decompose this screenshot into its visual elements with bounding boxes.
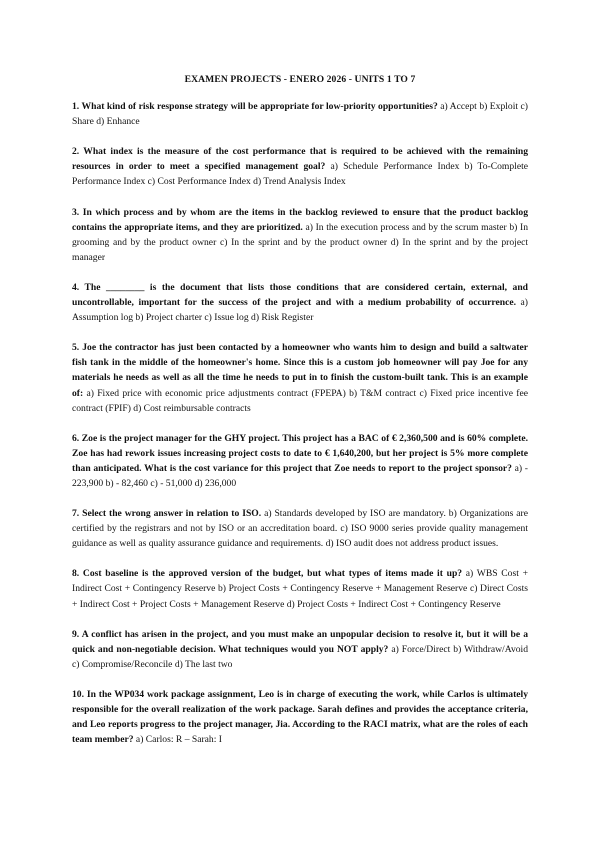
answer-options: a) Assumption log b) Project charter c) Issue log d) Risk Register	[72, 297, 528, 324]
question-stem: 10. In the WP034 work package assignment, Leo is in charge of executing the work, while Carlos is ultimately responsible for the overall realization of the work package. Sarah defines and provides the acceptance criteria, and Leo reports progress to the project manager, Jia. According to the RACI matrix, what are the roles of each team member?	[72, 688, 528, 746]
answer-options: a) Fixed price with economic price adjustments contract (FPEPA) b) T&M contract c) Fixed price incentive fee contract (FPIF) d) Cost reimbursable contracts	[72, 387, 528, 414]
question-10	[72, 687, 528, 747]
question-stem: 2. What index is the measure of the cost performance that is required to be achieved with the remaining resources in order to meet a specified management goal?	[72, 146, 528, 173]
answer-options: a) Accept b) Exploit c) Share d) Enhance	[72, 101, 528, 128]
answer-options: a) Carlos: R – Sarah: I	[133, 734, 222, 746]
answer-options: a) WBS Cost + Indirect Cost + Contingency Reserve b) Project Costs + Contingency Reserve + Management Reserve c) Direct Costs + Indirect Cost + Project Costs + Management Reserve d) Project Costs + Indirect Cost + Contingency Reserve	[72, 568, 528, 610]
exam-page	[72, 72, 528, 762]
question-9	[72, 627, 528, 672]
question-stem: 8. Cost baseline is the approved version of the budget, but what types of items made it up?	[72, 568, 463, 580]
answer-options: a) Schedule Performance Index b) To-Complete Performance Index c) Cost Performance Index d) Trend Analysis Index	[72, 161, 528, 188]
question-6	[72, 431, 528, 491]
question-4	[72, 280, 528, 325]
answer-options: a) Standards developed by ISO are mandatory. b) Organizations are certified by the registrars and not by ISO or an accreditation board. c) ISO 9000 series provide quality management guidance as well as quality assurance guidance and requirements. d) ISO audit does not address product issues.	[72, 508, 528, 550]
question-stem: 3. In which process and by whom are the items in the backlog reviewed to ensure that the product backlog contains the appropriate items, and they are prioritized.	[72, 206, 528, 233]
question-stem: 4. The ________ is the document that lists those conditions that are considered certain, external, and uncontrollable, important for the success of the project and with a medium probability of occurrence.	[72, 281, 528, 309]
answer-options: a) In the execution process and by the scrum master b) In grooming and by the product owner c) In the sprint and by the product owner d) In the sprint and by the project manager	[72, 221, 528, 263]
question-8	[72, 566, 528, 611]
question-3	[72, 205, 528, 265]
page-title: EXAMEN PROJECTS - ENERO 2026 - UNITS 1 TO 7	[184, 74, 416, 85]
question-stem: 1. What kind of risk response strategy will be appropriate for low-priority opportunities?	[72, 101, 438, 113]
question-7	[72, 506, 528, 551]
question-2	[72, 144, 528, 189]
answer-options: a) Force/Direct b) Withdraw/Avoid c) Compromise/Reconcile d) The last two	[72, 643, 528, 670]
question-stem: 5. Joe the contractor has just been contacted by a homeowner who wants him to design and build a saltwater fish tank in the middle of the homeowner's home. Since this is a custom job homeowner will pay Joe for any materials he needs as well as all the time he needs to put in to finish the custom-built tank. This is an example of:	[72, 342, 528, 399]
question-stem: 6. Zoe is the project manager for the GHY project. This project has a BAC of € 2,360,500 and is 60% complete. Zoe has had rework issues increasing project costs to date to € 1,640,200, but her project is 5% more complete than anticipated. What is the cost variance for this project that Zoe needs to report to the project sponsor?	[72, 432, 528, 474]
question-stem: 9. A conflict has arisen in the project, and you must make an unpopular decision to resolve it, but it will be a quick and non-negotiable decision. What techniques would you NOT apply?	[72, 628, 528, 655]
question-1	[72, 99, 528, 129]
question-5	[72, 340, 528, 415]
answer-options: a) - 223,900 b) - 82,460 c) - 51,000 d) 236,000	[72, 462, 528, 489]
question-stem: 7. Select the wrong answer in relation to ISO.	[72, 508, 262, 520]
